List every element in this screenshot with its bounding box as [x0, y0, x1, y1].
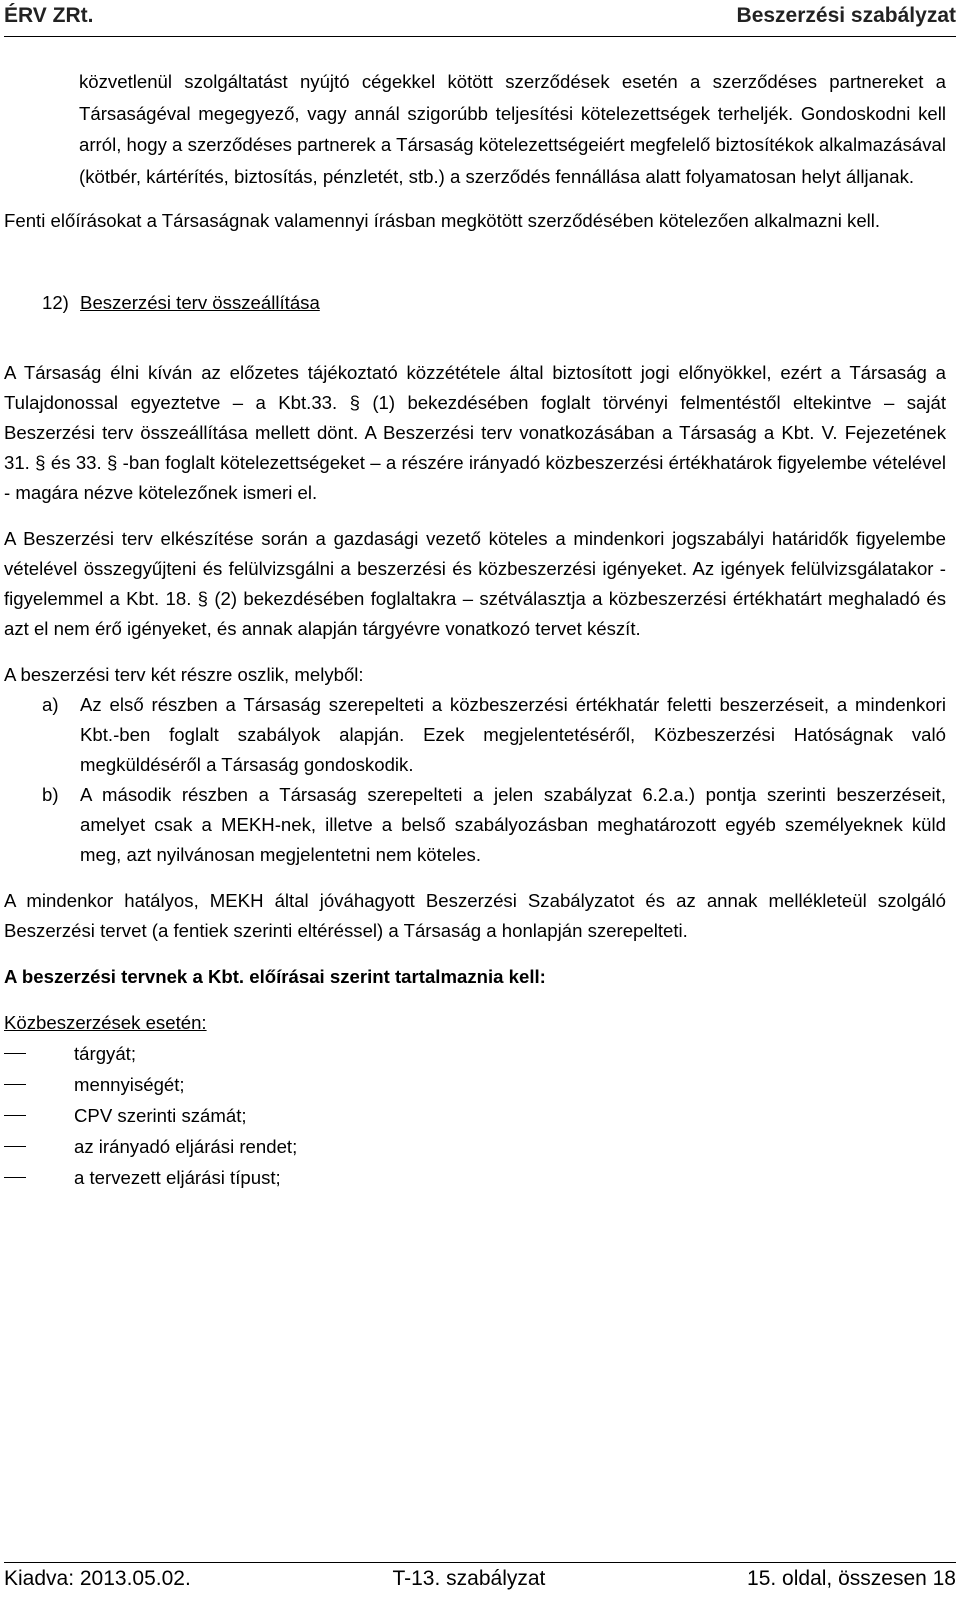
section-number: 12) [42, 292, 69, 313]
list-item [4, 1069, 946, 1100]
dash-list [4, 1038, 946, 1193]
company-name: ÉRV ZRt. [4, 4, 94, 27]
dash-bullet [4, 1146, 26, 1147]
document-title: Beszerzési szabályzat [736, 4, 956, 27]
paragraph-prior-notice: A Társaság élni kíván az előzetes tájékoztató közzététele által biztosított jogi előnyökkel, ezért a Társaság a Tulajdonossal egyeztetve – a Kbt.33. § (1) bekezdésében foglalt törvényi felmentéstől eltekintve – saját Beszerzési terv összeállítása mellett dönt. A Beszerzési terv vonatkozásában a Társaság a Kbt. V. Fejezetének 31. § és 33. § -ban foglalt kötelezettségeket – a részére irányadó közbeszerzési értékhatárok figyelembe vételével - magára nézve kötelezőnek ismeri el. [4, 362, 946, 503]
section-title: Beszerzési terv összeállítása [80, 292, 320, 313]
list-item-text: Az első részben a Társaság szerepelteti a közbeszerzési értékhatár feletti beszerzéseit, a mindenkori Kbt.-ben foglalt szabályok alapján. Ezek megjelentetéséről, Közbeszerzési Hatóságnak való megküldéséről a Társaság gondoskodik. [80, 694, 946, 775]
list-item-text: a tervezett eljárási típust; [74, 1166, 281, 1188]
header-divider [4, 36, 956, 37]
dash-bullet [4, 1053, 26, 1054]
paragraph-plan-parts: A beszerzési terv két részre oszlik, melyből: [4, 664, 364, 685]
paragraph-website-publication: A mindenkor hatályos, MEKH által jóváhagyott Beszerzési Szabályzatot és az annak mellékleteül szolgáló Beszerzési tervet (a fentiek szerinti eltéréssel) a Társaság a honlapján szerepelteti. [4, 890, 946, 941]
list-item [4, 780, 946, 870]
list-item-text: mennyiségét; [74, 1073, 185, 1095]
page-header [4, 0, 956, 40]
regulation-code: T-13. szabályzat [392, 1567, 546, 1590]
paragraph-plan-preparation: A Beszerzési terv elkészítése során a gazdasági vezető köteles a mindenkori jogszabályi határidők figyelembe vételével összegyűjteni és felülvizsgálni a beszerzési és közbeszerzési igényeket. Az igények felülvizsgálatakor - figyelemmel a Kbt. 18. § (2) bekezdésében foglaltakra – szétválasztja a közbeszerzési értékhatárt meghaladó és azt el nem érő igényeket, és annak alapján tárgyévre vonatkozó tervet készít. [4, 528, 946, 639]
list-item-text: CPV szerinti számát; [74, 1104, 247, 1126]
issue-date: Kiadva: 2013.05.02. [4, 1567, 191, 1590]
list-item-text: az irányadó eljárási rendet; [74, 1135, 298, 1157]
list-marker: a) [42, 694, 59, 715]
footer-divider [4, 1562, 956, 1563]
dash-bullet [4, 1177, 26, 1178]
list-item [4, 690, 946, 780]
paragraph-contract-obligations: közvetlenül szolgáltatást nyújtó cégekkel kötött szerződések esetén a szerződéses partnereket a Társaságéval megegyező, vagy annál szigorúbb teljesítési kötelezettségek terheljék. Gondoskodni kell arról, hogy a szerződéses partnerek a Társaság kötelezettségeiért megfelelő biztosítékok alkalmazásával (kötbér, kártérítés, biztosítás, pénzletét, stb.) a szerződés fennállása alatt folyamatosan helyt álljanak. [79, 71, 946, 187]
paragraph-apply-rules: Fenti előírásokat a Társaságnak valamennyi írásban megkötött szerződésében kötelezően alkalmazni kell. [4, 210, 881, 231]
list-item-text: tárgyát; [74, 1042, 137, 1064]
page-footer [4, 1567, 956, 1591]
list-item-text: A második részben a Társaság szerepelteti a jelen szabályzat 6.2.a.) pontja szerinti beszerzéseit, amelyet csak a MEKH-nek, illetve a belső szabályozásban meghatározott egyéb személyeknek küld meg, azt nyilvánosan megjelentetni nem köteles. [80, 784, 946, 865]
subheading-public-procurement: Közbeszerzések esetén: [4, 1012, 207, 1033]
section-heading [4, 288, 946, 318]
page-content [4, 66, 946, 1193]
list-item [4, 1131, 946, 1162]
paragraph-required-contents: A beszerzési tervnek a Kbt. előírásai szerint tartalmaznia kell: [4, 966, 546, 987]
dash-bullet [4, 1115, 26, 1116]
list-marker: b) [42, 784, 59, 805]
page-number: 15. oldal, összesen 18 [747, 1567, 956, 1590]
dash-bullet [4, 1084, 26, 1085]
list-item [4, 1100, 946, 1131]
list-item [4, 1162, 946, 1193]
list-item [4, 1038, 946, 1069]
